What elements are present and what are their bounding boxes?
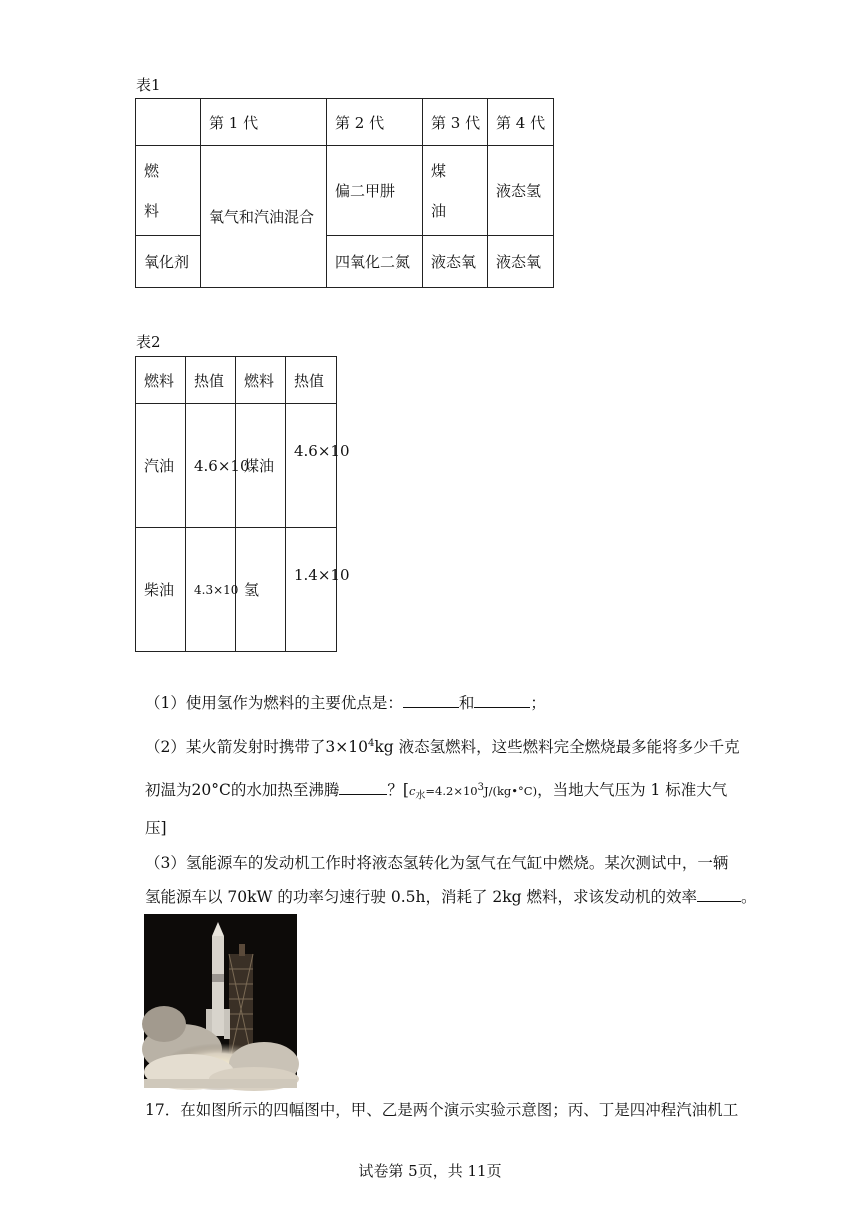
table2-row xyxy=(136,528,337,652)
table2-header-cell: 热值 xyxy=(286,357,337,404)
specific-heat-formula: $c_水=4.2\times 10^3J/(kg•^\circ C)$ xyxy=(408,782,538,802)
answer-blank xyxy=(339,778,387,795)
answer-blank xyxy=(403,691,459,708)
fuel-mass: $3\times 10^4$ xyxy=(325,738,375,757)
question-3-line1: （3）氢能源车的发动机工作时将液态氢转化为氢气在气缸中燃烧。某次测试中，一辆 xyxy=(145,854,729,872)
table1-fuel-gen3: 煤 油 xyxy=(423,146,488,236)
table2 xyxy=(135,356,350,652)
table2-caption: 表2 xyxy=(136,333,161,351)
question-2-line2: 初温为20°C的水加热至沸腾 ？[$c_水=4.2\times 10^3J/(kg•^\circ C)$，当地大气压为 1 标准大气 xyxy=(145,775,727,809)
question-2-line3: 压] xyxy=(145,819,167,837)
table1-fuel-row xyxy=(136,146,554,236)
table1-oxidizer-row xyxy=(136,236,554,288)
table2-fuel-cell: 煤油 xyxy=(236,404,286,528)
table1-oxidizer-gen4: 液态氧 xyxy=(488,236,554,288)
table1-caption: 表1 xyxy=(136,76,161,94)
answer-blank xyxy=(697,885,741,902)
question-3-line2: 氢能源车以 70kW 的功率匀速行驶 0.5h，消耗了 2kg 燃料，求该发动机的效率 。 xyxy=(145,884,757,910)
table2-value-cell: 1.4×10 xyxy=(286,528,337,652)
table2-header-row xyxy=(136,357,337,404)
table1-oxidizer-gen3: 液态氧 xyxy=(423,236,488,288)
table2-row xyxy=(136,404,337,528)
table2-value-cell: 4.6×10 xyxy=(286,404,337,528)
table1-fuel-gen2: 偏二甲肼 xyxy=(327,146,423,236)
rocket-launch-photo xyxy=(144,914,297,1088)
table1-header-cell: 第 3 代 xyxy=(423,99,488,146)
table2-value-cell: 4.3×10 xyxy=(186,528,236,652)
table1-oxidizer-label: 氧化剂 xyxy=(136,236,201,288)
question-17: 17．在如图所示的四幅图中，甲、乙是两个演示实验示意图；丙、丁是四冲程汽油机工 xyxy=(145,1101,739,1119)
table1-header-row xyxy=(136,99,554,146)
table1-gen1-cell: 氧气和汽油混合 xyxy=(201,146,327,288)
table2-header-cell: 热值 xyxy=(186,357,236,404)
table1-header-cell: 第 1 代 xyxy=(201,99,327,146)
table1 xyxy=(135,98,554,288)
answer-blank xyxy=(474,691,530,708)
table1-fuel-gen4: 液态氢 xyxy=(488,146,554,236)
table2-header-cell: 燃料 xyxy=(236,357,286,404)
table1-fuel-label: 燃 料 xyxy=(136,146,201,236)
table1-header-cell: 第 2 代 xyxy=(327,99,423,146)
question-1: （1）使用氢作为燃料的主要优点是： 和 ； xyxy=(145,690,546,716)
table2-header-cell: 燃料 xyxy=(136,357,186,404)
table1-header-cell xyxy=(136,99,201,146)
table2-fuel-cell: 柴油 xyxy=(136,528,186,652)
table2-value-cell: 4.6×10 xyxy=(186,404,236,528)
table2-fuel-cell: 汽油 xyxy=(136,404,186,528)
question-2-line1: （2）某火箭发射时携带了$3\times 10^4kg$ 液态氢燃料，这些燃料完全燃烧最多能将多少千克 xyxy=(145,738,740,757)
table1-header-cell: 第 4 代 xyxy=(488,99,554,146)
table1-oxidizer-gen2: 四氧化二氮 xyxy=(327,236,423,288)
table2-fuel-cell: 氢 xyxy=(236,528,286,652)
page-footer: 试卷第 5页，共 11页 xyxy=(358,1162,502,1180)
